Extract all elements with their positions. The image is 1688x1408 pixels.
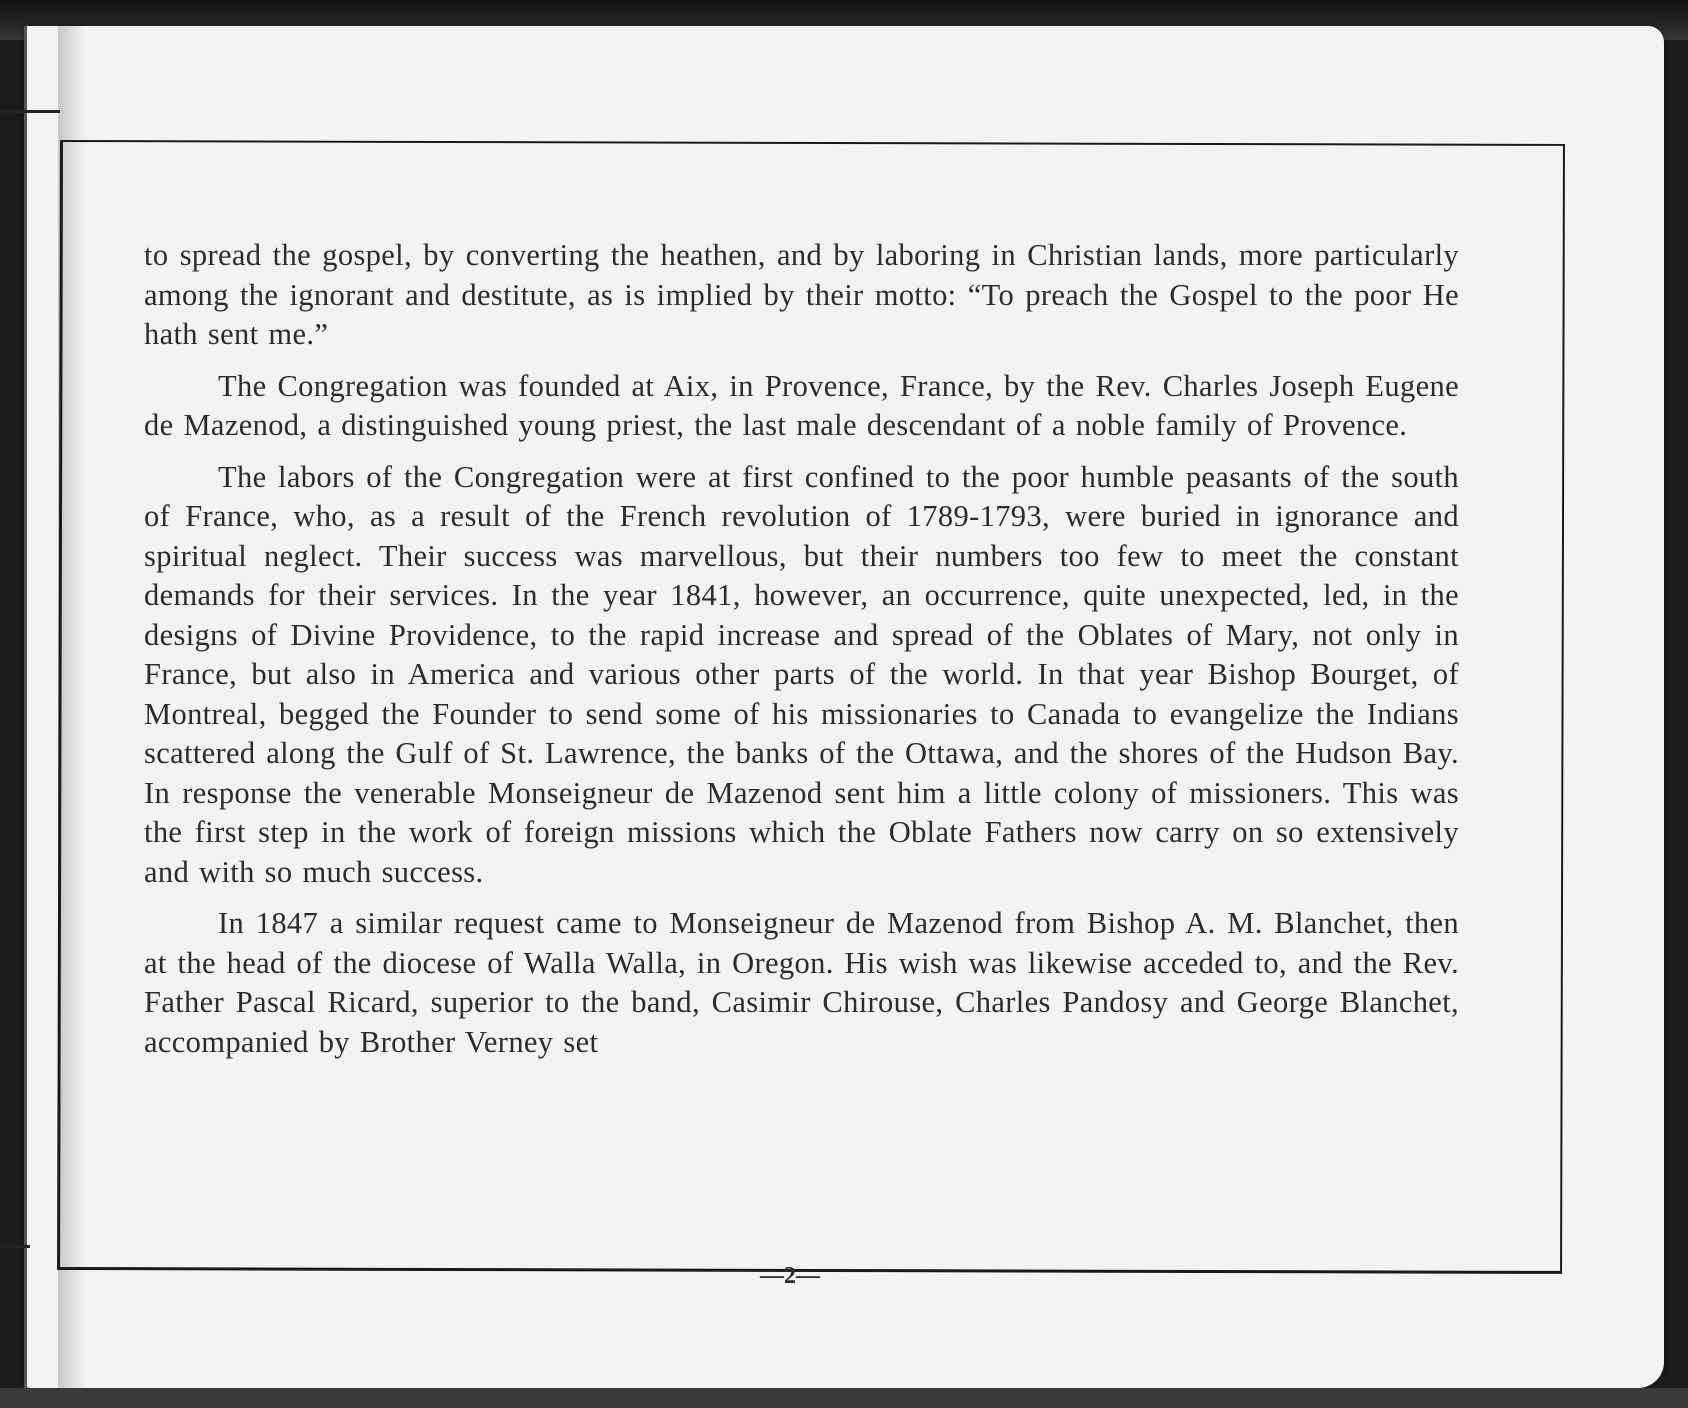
body-text [144,236,1459,1074]
binding-edge [24,26,27,1388]
paragraph-2: The Congregation was founded at Aix, in Provence, France, by the Rev. Charles Joseph Eugene de Mazenod, a distinguished young priest, the last male descendant of a noble family of Provence. [144,368,1459,442]
paragraph-3: The labors of the Congregation were at first confined to the poor humble peasants of the south of France, who, as a result of the French revolution of 1789-1793, were buried in ignorance and spiritual neglect. Their success was marvellous, but their numbers too few to meet the constant demands for their services. In the year 1841, however, an occurrence, quite unexpected, led, in the designs of Divine Providence, to the rapid increase and spread of the Oblates of Mary, not only in France, but also in America and various other parts of the world. In that year Bishop Bourget, of Montreal, begged the Founder to send some of his missionaries to Canada to evangelize the Indians scattered along the Gulf of St. Lawrence, the banks of the Ottawa, and the shores of the Hudson Bay. In response the venerable Monseigneur de Mazenod sent him a little colony of missioners. This was the first step in the work of foreign missions which the Oblate Fathers now carry on so extensively and with so much success. [144,459,1459,889]
page-number: —2— [760,1263,820,1289]
binding-mark-top [0,110,60,113]
binding-mark-bottom [0,1245,30,1248]
scan-bottom-edge [0,1388,1688,1408]
paragraph-1: to spread the gospel, by converting the heathen, and by laboring in Christian lands, more particularly among the ignorant and destitute, as is implied by their motto: “To preach the Gospel to the poor He hath sent me.” [144,238,1459,351]
paragraph-4: In 1847 a similar request came to Monseigneur de Mazenod from Bishop A. M. Blanchet, then at the head of the diocese of Walla Walla, in Oregon. His wish was likewise acceded to, and the Rev. Father Pascal Ricard, superior to the band, Casimir Chirouse, Charles Pandosy and George Blanchet, accompanied by Brother Verney set [144,906,1459,1059]
